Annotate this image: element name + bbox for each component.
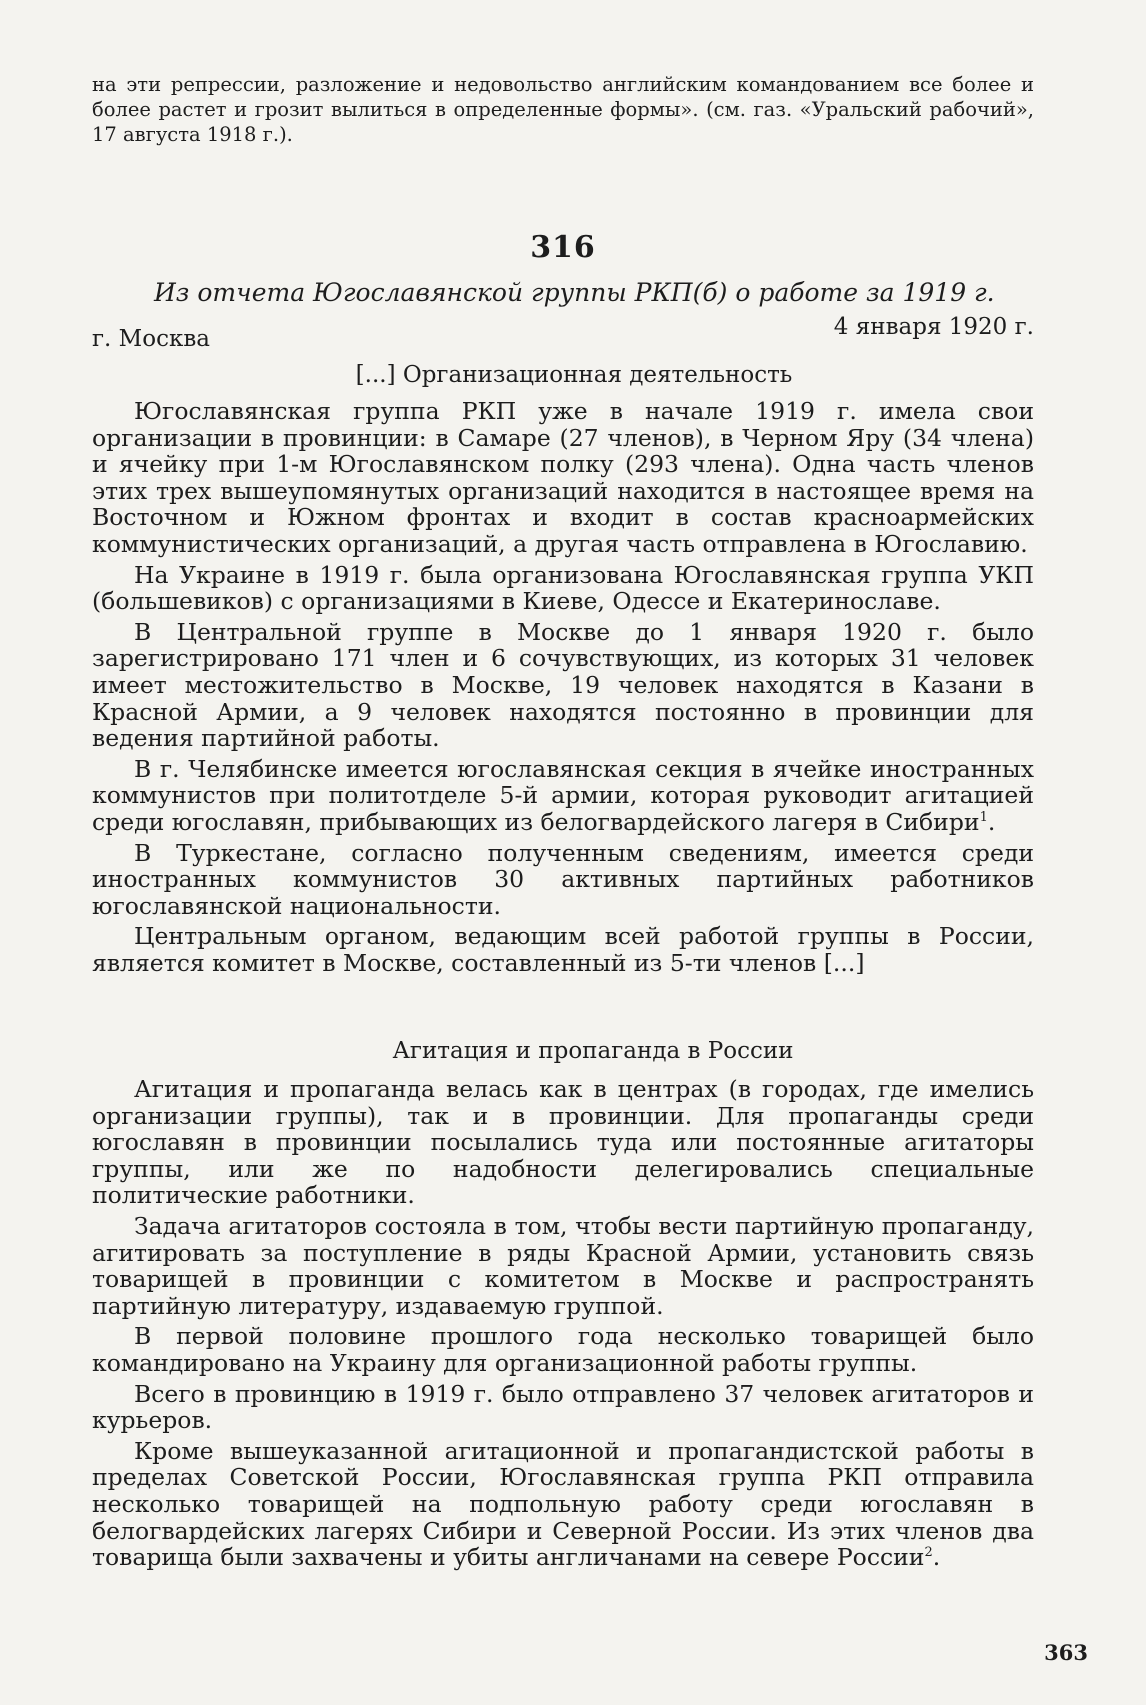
document-number: 316 [530,230,596,265]
body-paragraph: В Туркестане, согласно полученным сведениям, имеется среди иностранных коммунистов 30 активных партийных работников югославянской национальности. [92,838,1034,920]
body-paragraph: Центральным органом, ведающим всей работой группы в России, является комитет в Москве, составленный из 5-ти членов [...] [92,922,1034,977]
body-paragraph-text: В г. Челябинске имеется югославянская секция в ячейке иностранных коммунистов при политотделе 5-й армии, которая руководит агитацией среди югославян, прибывающих из белогвардейского лагеря в Сибири [92,754,1034,836]
document-date: 4 января 1920 г. [833,314,1034,340]
body-paragraph [92,756,1034,836]
footnote-marker: 2 [924,1545,933,1561]
body-paragraph: Югославянская группа РКП уже в начале 1919 г. имела свои организации в провинции: в Самаре (27 членов), в Черном Яру (34 члена) и ячейку при 1-м Югославянском полку (293 члена). Одна часть членов этих трех вышеупомянутых организаций находится в настоящее время на Восточном и Южном фронтах и входит в состав красноармейских коммунистических организаций, а другая часть отправлена в Югославию. [92,397,1034,558]
body-paragraph-end: . [932,1543,941,1572]
intro-paragraph: на эти репрессии, разложение и недовольство английским командованием все более и более растет и грозит вылиться в определенные формы». (см. газ. «Уральский рабочий», 17 августа 1918 г.). [92,73,1034,146]
body-paragraph: Всего в провинцию в 1919 г. было отправлено 37 человек агитаторов и курьеров. [92,1379,1034,1435]
body-paragraph-end: . [987,807,996,836]
page-number: 363 [1044,1640,1088,1665]
section-heading-organization: [...] Организационная деятельность [355,362,793,388]
body-paragraph-text: Кроме вышеуказанной агитационной и пропагандистской работы в пределах Советской России, Югославянская группа РКП отправила несколько товарищей на подпольную работу среди югославян в белогвардейских лагерях Сибири и Северной России. Из этих членов два товарища были захвачены и убиты англичанами на севере России [92,1436,1034,1572]
body-paragraph: На Украине в 1919 г. была организована Югославянская группа УКП (большевиков) с организациями в Киеве, Одессе и Екатеринославе. [92,560,1034,616]
footnote-marker: 1 [979,810,988,826]
body-paragraph [92,1438,1034,1571]
body-paragraph: Задача агитаторов состояла в том, чтобы вести партийную пропаганду, агитировать за поступление в ряды Красной Армии, установить связь товарищей в провинции с комитетом в Москве и распространять партийную литературу, издаваемую группой. [92,1211,1034,1320]
document-page [92,72,1034,1572]
section-heading-agitation: Агитация и пропаганда в России [392,1038,794,1064]
body-paragraph: Агитация и пропаганда велась как в центрах (в городах, где имелись организации группы), так и в провинции. Для пропаганды среди югославян в провинции посылались туда или постоянные агитаторы группы, или же по надобности делегировались специальные политические работники. [92,1075,1034,1210]
body-paragraph: В первой половине прошлого года несколько товарищей было командировано на Украину для организационной работы группы. [92,1322,1034,1377]
document-place: г. Москва [92,326,210,352]
document-title: Из отчета Югославянской группы РКП(б) о работе за 1919 г. [154,278,995,307]
section-organization-body [92,398,1034,980]
body-paragraph: В Центральной группе в Москве до 1 января 1920 г. было зарегистрировано 171 член и 6 сочувствующих, из которых 31 человек имеет местожительство в Москве, 19 человек находятся в Казани в Красной Армии, а 9 человек находятся постоянно в провинции для ведения партийной работы. [92,617,1034,753]
section-agitation-body [92,1076,1034,1575]
